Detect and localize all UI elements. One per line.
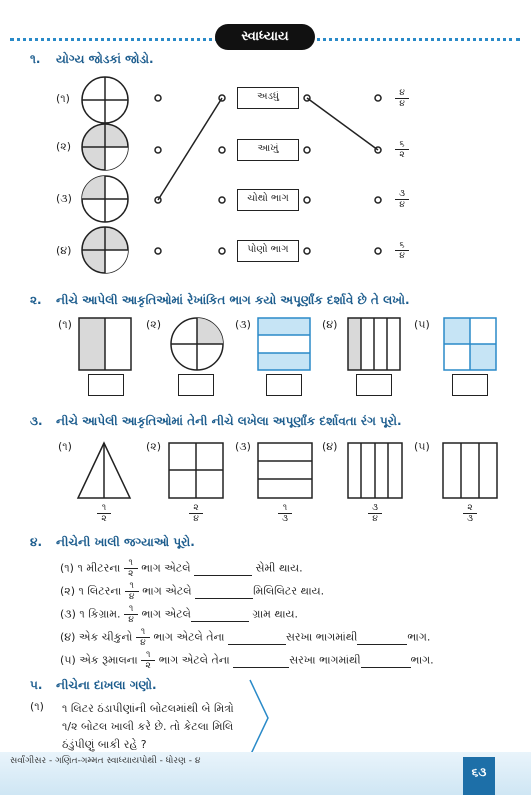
q5-heading: ૫. નીચેના દાખલા ગણો.	[30, 678, 157, 692]
q4-line-4: (૪) એક ચીકુનો $\frac{૧}{૪}$ ભાગ એટલે તેના સરખા ભાગમાંથી ભાગ.	[60, 627, 431, 648]
q1-fraction-1: ૪ ૪	[395, 88, 409, 109]
q3-label-4: (૪)	[322, 440, 338, 453]
q1-word-1: અડધું	[237, 87, 299, 109]
q2-label-3: (૩)	[235, 318, 251, 331]
q1-label-2: (૨)	[56, 140, 72, 153]
q5-label: (૧)	[30, 700, 44, 713]
q4-heading: ૪. નીચેની ખાલી જગ્યાઓ પૂરો.	[30, 535, 195, 549]
page-number: ૬૩	[471, 765, 487, 779]
q2-label-4: (૪)	[322, 318, 338, 331]
q1-fraction-3: ૩ ૪	[395, 189, 409, 210]
q1-word-2: આખું	[237, 139, 299, 161]
q3-fraction-3: ૧ ૩	[278, 503, 292, 524]
q3-label-1: (૧)	[58, 440, 72, 453]
q1-label-3: (૩)	[56, 192, 72, 205]
q3-fraction-1: ૧ ૨	[97, 503, 111, 524]
q4-line-3: (૩) ૧ કિગ્રામ. $\frac{૧}{૪}$ ભાગ એટલે ગ્રામ થાય.	[60, 604, 299, 625]
q3-heading: ૩. નીચે આપેલી આકૃતિઓમાં તેની નીચે લખેલા અપૂર્ણાંક દર્શાવતા રંગ પૂરો.	[30, 414, 402, 428]
q3-label-2: (૨)	[146, 440, 162, 453]
q3-fraction-4: ૩ ૪	[368, 503, 382, 524]
q4-line-5: (૫) એક રૂમાલના $\frac{૧}{૨}$ ભાગ એટલે તેના સરખા ભાગમાંથી ભાગ.	[60, 650, 434, 671]
q1-fraction-2: ૬ ૨	[395, 139, 409, 160]
q1-label-4: (૪)	[56, 244, 72, 257]
q3-label-5: (૫)	[414, 440, 430, 453]
q2-label-1: (૧)	[58, 318, 72, 331]
q2-label-5: (૫)	[414, 318, 430, 331]
q1-word-3: ચોથો ભાગ	[237, 189, 299, 211]
q3-label-3: (૩)	[235, 440, 251, 453]
q2-heading: ૨. નીચે આપેલી આકૃતિઓમાં રેખાંકિત ભાગ કયો અપૂર્ણાંક દર્શાવે છે તે લખો.	[30, 293, 410, 307]
page-title: સ્વાધ્યાય	[241, 29, 289, 44]
q1-fraction-4: ૬ ૪	[395, 240, 409, 261]
q1-label-1: (૧)	[56, 92, 70, 105]
q2-label-2: (૨)	[146, 318, 162, 331]
footer-text: સર્વાંગીસર - ગણિત-ગમ્મત સ્વાધ્યાયપોથી - ધોરણ - ૪	[10, 756, 201, 766]
q1-word-4: પોણો ભાગ	[237, 240, 299, 262]
q5-problem-text: ૧ લિટર ઠંડાપીણાંની બોટલમાંથી બે મિત્રો ૧/૨ બોટલ ખાલી કરે છે. તો કેટલા મિલિ ઠંડુંપીણું બાકી રહે ?	[62, 702, 234, 751]
page-number-badge	[463, 757, 495, 795]
q4-line-2: (૨) ૧ લિટરના $\frac{૧}{૪}$ ભાગ એટલે મિલિલિટર થાય.	[60, 581, 325, 602]
q1-heading: ૧. યોગ્ય જોડકાં જોડો.	[30, 52, 154, 66]
q4-line-1: (૧) ૧ મીટરના $\frac{૧}{૨}$ ભાગ એટલે સેમી થાય.	[60, 558, 303, 579]
q3-fraction-5: ૨ ૩	[463, 503, 477, 524]
q3-fraction-2: ૨ ૪	[189, 503, 203, 524]
